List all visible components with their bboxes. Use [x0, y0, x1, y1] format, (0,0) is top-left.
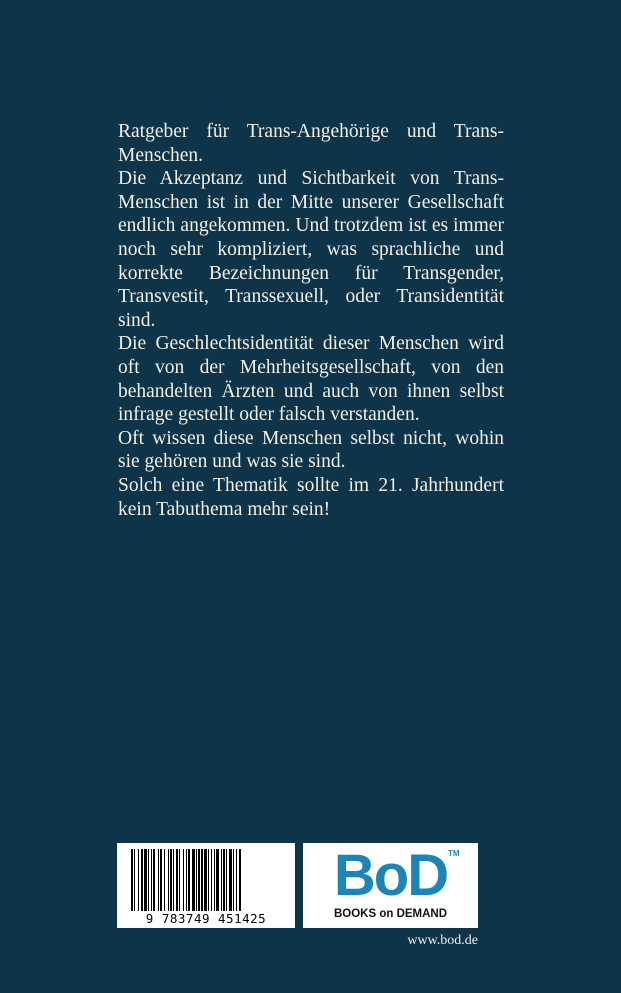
barcode-bar [153, 849, 155, 911]
barcode-bar [233, 849, 234, 911]
publisher-tagline: BOOKS on DEMAND [333, 908, 448, 920]
blurb-paragraph: Ratgeber für Trans-Angehörige und Trans-Menschen. [118, 121, 504, 166]
barcode-bars [131, 849, 281, 911]
barcode-bar [179, 849, 180, 911]
barcode-bar [176, 849, 178, 911]
barcode-bar [198, 849, 200, 911]
barcode-bar [192, 849, 195, 911]
barcode-bar [211, 849, 212, 911]
isbn-number: 9 783749 451425 [145, 911, 267, 926]
publisher-logo [303, 843, 478, 928]
barcode-bar [144, 849, 147, 911]
barcode-bar [164, 849, 165, 911]
barcode-bar [134, 849, 135, 911]
isbn-barcode [117, 843, 295, 928]
barcode-bar [196, 849, 197, 911]
barcode-bar [221, 849, 222, 911]
barcode-bar [160, 849, 162, 911]
barcode-bar [201, 849, 203, 911]
barcode-bar [236, 849, 237, 911]
barcode-bar [141, 849, 143, 911]
barcode-bar [131, 849, 133, 911]
barcode-bar [204, 849, 207, 911]
barcode-bar [183, 849, 184, 911]
barcode-bar [168, 849, 169, 911]
barcode-bar [223, 849, 225, 911]
barcode-bar [229, 849, 232, 911]
blurb-paragraph: Die Akzeptanz und Sichtbarkeit von Trans-Menschen ist in der Mitte unserer Gesellschaft endlich angekommen. Und trotzdem ist es immer noch sehr kompliziert, was sprachliche und korrekte Bezeichnungen für Transgender, Transvestit, Transsexuell, oder Transidentität sind. [118, 168, 504, 331]
blurb-paragraph: Oft wissen diese Menschen selbst nicht, wohin sie gehören und was sie sind. [118, 427, 504, 473]
barcode-bar [226, 849, 227, 911]
barcode-bar [151, 849, 152, 911]
barcode-bar [170, 849, 172, 911]
barcode-bar [138, 849, 139, 911]
publisher-url: www.bod.de [407, 933, 478, 948]
barcode-bar [148, 849, 149, 911]
barcode-bar [173, 849, 174, 911]
barcode-bar [208, 849, 209, 911]
barcode-bar [239, 849, 241, 911]
barcode-bar [158, 849, 159, 911]
blurb-paragraph: Solch eine Thematik sollte im 21. Jahrhundert kein Tabuthema mehr sein! [118, 474, 504, 520]
barcode-bar [214, 849, 215, 911]
back-cover-blurb [118, 120, 504, 521]
trademark-mark: TM [448, 849, 460, 858]
barcode-bar [216, 849, 219, 911]
blurb-paragraph: Die Geschlechtsidentität dieser Menschen wird oft von der Mehrheitsgesellschaft, von den behandelten Ärzten und auch von ihnen selbst infrage gestellt oder falsch verstanden. [118, 333, 504, 426]
barcode-bar [186, 849, 187, 911]
barcode-bar [188, 849, 190, 911]
bod-logo-icon: BoD [333, 843, 448, 908]
